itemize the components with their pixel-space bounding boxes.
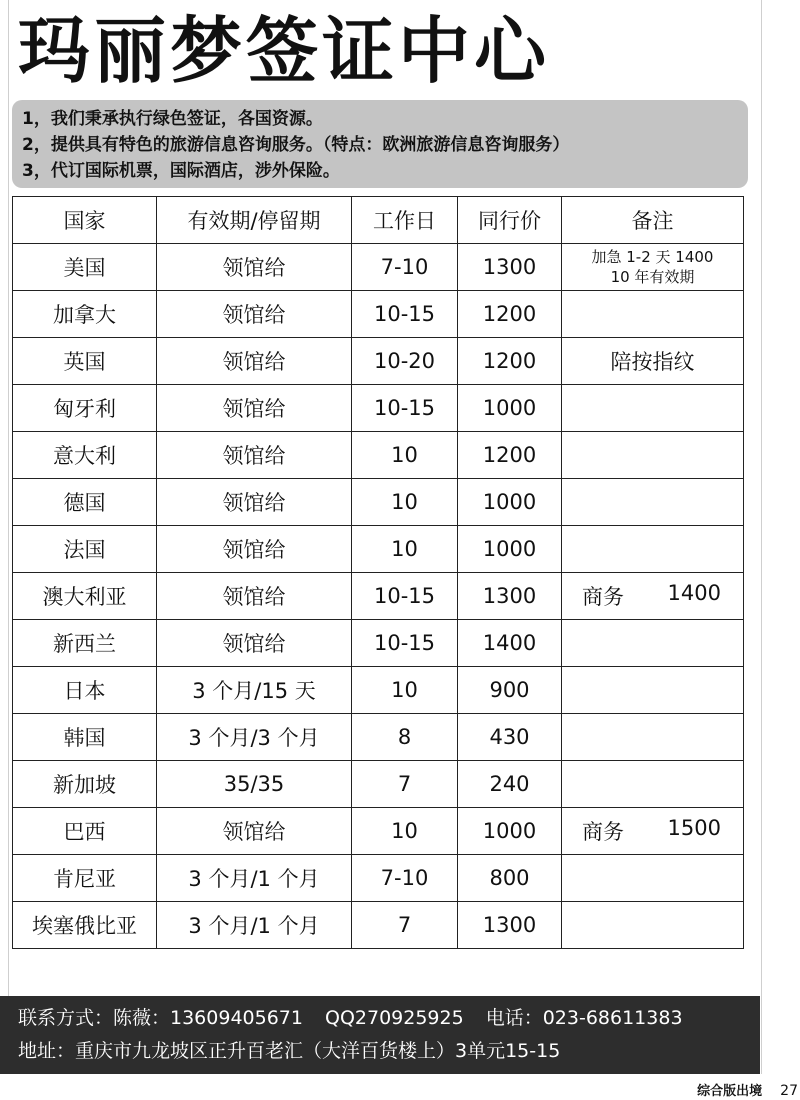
cell-note bbox=[562, 479, 744, 526]
header-country: 国家 bbox=[13, 197, 157, 244]
cell-price: 1000 bbox=[458, 479, 562, 526]
cell-validity: 3 个月/1 个月 bbox=[157, 855, 352, 902]
cell-country: 日本 bbox=[13, 667, 157, 714]
cell-country: 法国 bbox=[13, 526, 157, 573]
cell-workdays: 10-15 bbox=[352, 385, 458, 432]
cell-note bbox=[562, 620, 744, 667]
cell-country: 意大利 bbox=[13, 432, 157, 479]
note-line: 10 年有效期 bbox=[610, 268, 695, 286]
cell-price: 1000 bbox=[458, 385, 562, 432]
cell-price: 1300 bbox=[458, 573, 562, 620]
cell-price: 1000 bbox=[458, 526, 562, 573]
cell-price: 1200 bbox=[458, 338, 562, 385]
table-row bbox=[13, 667, 744, 714]
cell-validity: 领馆给 bbox=[157, 526, 352, 573]
cell-country: 肯尼亚 bbox=[13, 855, 157, 902]
table-row bbox=[13, 573, 744, 620]
cell-country: 德国 bbox=[13, 479, 157, 526]
cell-validity: 领馆给 bbox=[157, 291, 352, 338]
intro-box bbox=[12, 100, 748, 188]
page-title: 玛丽梦签证中心 bbox=[18, 9, 551, 93]
note-value: 1400 bbox=[667, 581, 721, 605]
cell-price: 1000 bbox=[458, 808, 562, 855]
intro-line: 1，我们秉承执行绿色签证，各国资源。 bbox=[22, 109, 323, 129]
cell-validity: 领馆给 bbox=[157, 338, 352, 385]
table-row bbox=[13, 902, 744, 949]
table-row bbox=[13, 761, 744, 808]
cell-validity: 领馆给 bbox=[157, 432, 352, 479]
cell-note bbox=[562, 714, 744, 761]
cell-workdays: 7 bbox=[352, 902, 458, 949]
contact-qq: QQ270925925 bbox=[324, 1007, 464, 1029]
intro-line: 3，代订国际机票，国际酒店，涉外保险。 bbox=[22, 161, 340, 181]
cell-price: 800 bbox=[458, 855, 562, 902]
note-value: 1500 bbox=[667, 816, 721, 840]
page-number: 27 bbox=[780, 1083, 798, 1099]
address-line: 地址：重庆市九龙坡区正升百老汇（大洋百货楼上）3单元15-15 bbox=[18, 1040, 561, 1062]
cell-workdays: 10 bbox=[352, 526, 458, 573]
note-label: 商务 bbox=[582, 585, 624, 609]
header-note: 备注 bbox=[562, 197, 744, 244]
page-info bbox=[697, 1080, 798, 1099]
cell-workdays: 8 bbox=[352, 714, 458, 761]
table-row bbox=[13, 855, 744, 902]
cell-note bbox=[562, 667, 744, 714]
cell-note bbox=[562, 808, 744, 855]
cell-country: 埃塞俄比亚 bbox=[13, 902, 157, 949]
note-line: 加急 1-2 天 1400 bbox=[591, 248, 714, 266]
cell-country: 澳大利亚 bbox=[13, 573, 157, 620]
cell-price: 430 bbox=[458, 714, 562, 761]
header-validity: 有效期/停留期 bbox=[157, 197, 352, 244]
header-workdays: 工作日 bbox=[352, 197, 458, 244]
cell-note bbox=[562, 244, 744, 291]
cell-note bbox=[562, 526, 744, 573]
cell-country: 巴西 bbox=[13, 808, 157, 855]
contact-footer bbox=[0, 996, 760, 1074]
cell-validity: 3 个月/15 天 bbox=[157, 667, 352, 714]
table-header-row bbox=[13, 197, 744, 244]
cell-validity: 领馆给 bbox=[157, 479, 352, 526]
cell-country: 新加坡 bbox=[13, 761, 157, 808]
cell-price: 1200 bbox=[458, 291, 562, 338]
cell-workdays: 10 bbox=[352, 479, 458, 526]
table-row bbox=[13, 808, 744, 855]
cell-country: 新西兰 bbox=[13, 620, 157, 667]
cell-price: 1300 bbox=[458, 244, 562, 291]
table-row bbox=[13, 338, 744, 385]
cell-note bbox=[562, 761, 744, 808]
note-pair bbox=[562, 816, 743, 846]
table-row bbox=[13, 526, 744, 573]
visa-price-table bbox=[12, 196, 744, 949]
cell-price: 900 bbox=[458, 667, 562, 714]
cell-validity: 领馆给 bbox=[157, 573, 352, 620]
cell-country: 匈牙利 bbox=[13, 385, 157, 432]
contact-person: 联系方式：陈薇：13609405671 bbox=[18, 1007, 303, 1029]
cell-workdays: 10 bbox=[352, 432, 458, 479]
table-row bbox=[13, 385, 744, 432]
cell-price: 1300 bbox=[458, 902, 562, 949]
note-label: 商务 bbox=[582, 820, 624, 844]
cell-country: 韩国 bbox=[13, 714, 157, 761]
cell-price: 1200 bbox=[458, 432, 562, 479]
cell-note: 陪按指纹 bbox=[562, 338, 744, 385]
cell-note bbox=[562, 385, 744, 432]
cell-workdays: 10-20 bbox=[352, 338, 458, 385]
table-row bbox=[13, 432, 744, 479]
section-label: 综合版出境 bbox=[697, 1084, 763, 1099]
note-pair bbox=[562, 581, 743, 611]
cell-validity: 3 个月/3 个月 bbox=[157, 714, 352, 761]
cell-validity: 领馆给 bbox=[157, 385, 352, 432]
cell-country: 加拿大 bbox=[13, 291, 157, 338]
contact-line bbox=[18, 1002, 760, 1035]
cell-workdays: 7-10 bbox=[352, 855, 458, 902]
cell-validity: 领馆给 bbox=[157, 808, 352, 855]
cell-validity: 35/35 bbox=[157, 761, 352, 808]
cell-workdays: 10-15 bbox=[352, 620, 458, 667]
cell-validity: 3 个月/1 个月 bbox=[157, 902, 352, 949]
cell-note bbox=[562, 855, 744, 902]
cell-country: 美国 bbox=[13, 244, 157, 291]
cell-note bbox=[562, 573, 744, 620]
table-row bbox=[13, 714, 744, 761]
cell-price: 1400 bbox=[458, 620, 562, 667]
table-row bbox=[13, 291, 744, 338]
header-price: 同行价 bbox=[458, 197, 562, 244]
cell-validity: 领馆给 bbox=[157, 620, 352, 667]
cell-country: 英国 bbox=[13, 338, 157, 385]
table-row bbox=[13, 479, 744, 526]
cell-workdays: 10-15 bbox=[352, 291, 458, 338]
cell-note bbox=[562, 291, 744, 338]
table-row bbox=[13, 244, 744, 291]
cell-workdays: 7-10 bbox=[352, 244, 458, 291]
cell-note bbox=[562, 432, 744, 479]
table-row bbox=[13, 620, 744, 667]
contact-phone: 电话：023-68611383 bbox=[485, 1007, 683, 1029]
cell-note bbox=[562, 902, 744, 949]
cell-workdays: 10-15 bbox=[352, 573, 458, 620]
intro-line: 2，提供具有特色的旅游信息咨询服务。（特点：欧洲旅游信息咨询服务） bbox=[22, 135, 570, 155]
cell-workdays: 10 bbox=[352, 667, 458, 714]
cell-validity: 领馆给 bbox=[157, 244, 352, 291]
cell-workdays: 10 bbox=[352, 808, 458, 855]
cell-price: 240 bbox=[458, 761, 562, 808]
cell-workdays: 7 bbox=[352, 761, 458, 808]
